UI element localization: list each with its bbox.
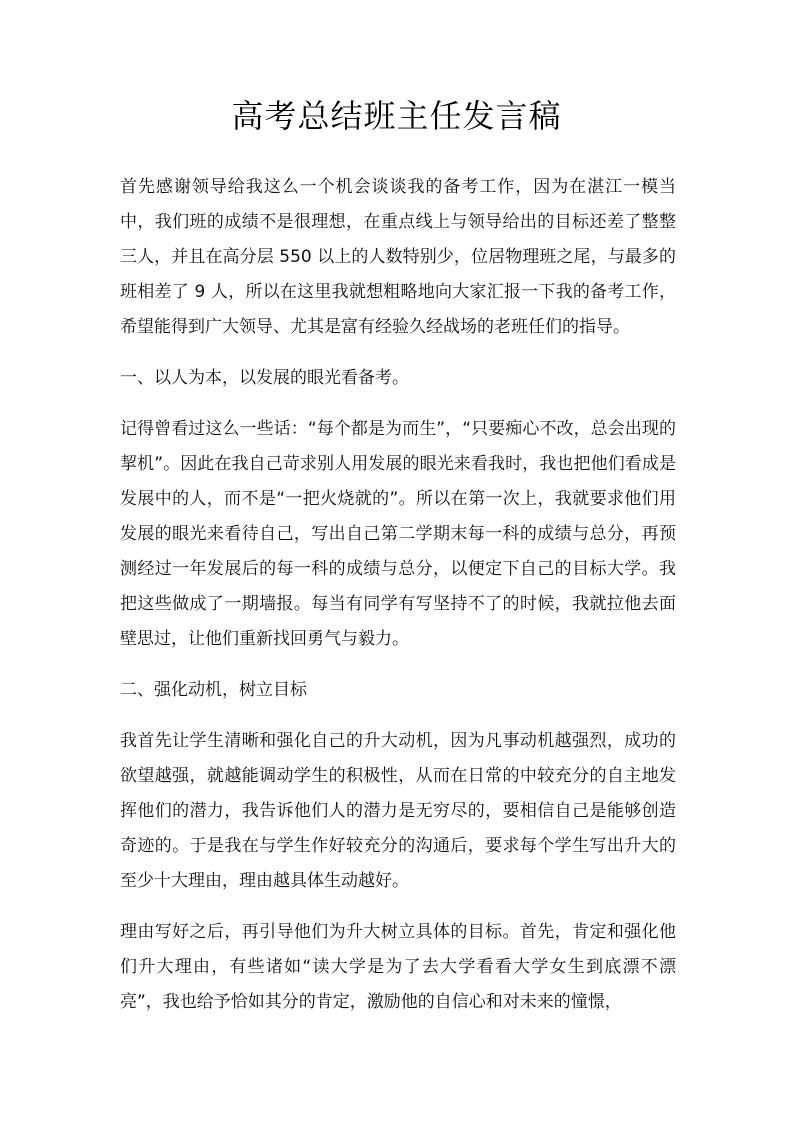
paragraph-section-2a: 我首先让学生清晰和强化自己的升大动机，因为凡事动机越强烈，成功的欲望越强，就越能调动学生的积极性，从而在日常的中较充分的自主地发挥他们的潜力，我告诉他们人的潜力是无穷尽的，要相信自己是能够创造奇迹的。于是我在与学生作好较充分的沟通后，要求每个学生写出升大的至少十大理由，理由越具体生动越好。 — [120, 731, 676, 891]
paragraph-section-1: 记得曾看过这么一些话：“每个都是为而生”，“只要痴心不改，总会出现的挈机”。因此在我自己苛求别人用发展的眼光来看我时，我也把他们看成是发展中的人，而不是“一把火烧就的”。所以在第一次上，我就要求他们用发展的眼光来看待自己，写出自己第二学期末每一科的成绩与总分，再预测经过一年发展后的每一科的成绩与总分，以便定下自己的目标大学。我把这些做成了一期墙报。每当有同学有写坚持不了的时候，我就拉他去面壁思过，让他们重新找回勇气与毅力。 — [120, 419, 676, 649]
document-title: 高考总结班主任发言稿 — [231, 97, 562, 135]
paragraph-intro: 首先感谢领导给我这么一个机会谈谈我的备考工作，因为在湛江一模当中，我们班的成绩不是很理想，在重点线上与领导给出的目标还差了整整三人，并且在高分层 550 以上的人数特别少，位居物理班之尾，与最多的班相差了 9 人，所以在这里我就想粗略地向大家汇报一下我的备考工作，希望能得到广大领导、尤其是富有经验久经战场的老班任们的指导。 — [120, 177, 676, 337]
section-heading-1: 一、以人为本，以发展的眼光看备考。 — [120, 368, 409, 388]
paragraph-section-2b: 理由写好之后，再引导他们为升大树立具体的目标。首先，肯定和强化他们升大理由，有些诸如“读大学是为了去大学看看大学女生到底漂不漂亮”，我也给予恰如其分的肯定，激励他的自信心和对未来的憧憬， — [120, 922, 676, 1012]
section-heading-2: 二、强化动机，树立目标 — [120, 680, 307, 700]
document-body — [120, 170, 676, 1036]
